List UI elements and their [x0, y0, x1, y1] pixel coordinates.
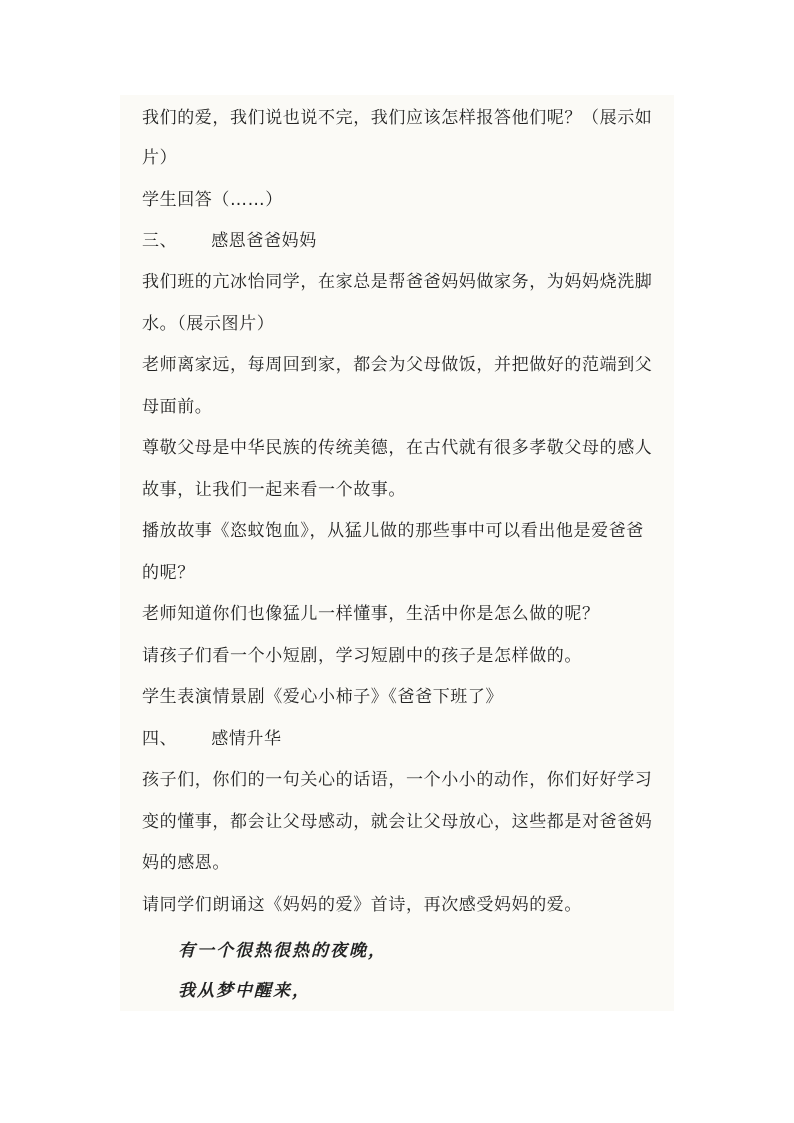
- text-line: 母面前。: [142, 397, 213, 417]
- poem-line: 有一个很热很热的夜晚，: [178, 941, 387, 961]
- text-line: 故事，让我们一起来看一个故事。: [142, 480, 406, 500]
- text-line: 片）: [142, 148, 178, 168]
- text-line: 请同学们朗诵这《妈妈的爱》首诗，再次感受妈妈的爱。: [142, 895, 582, 915]
- section-number: 四、: [142, 729, 178, 749]
- poem-line: 我从梦中醒来，: [178, 981, 311, 1001]
- text-line: 学生表演情景剧《爱心小柿子》《爸爸下班了》: [142, 687, 504, 707]
- text-line: 我们班的亢冰怡同学，在家总是帮爸爸妈妈做家务，为妈妈烧洗脚: [142, 272, 653, 292]
- section-title: 感情升华: [211, 729, 282, 749]
- text-line: 请孩子们看一个小短剧，学习短剧中的孩子是怎样做的。: [142, 646, 582, 666]
- text-line: 变的懂事，都会让父母感动，就会让父母放心，这些都是对爸爸妈: [142, 812, 653, 832]
- text-line: 水。（展示图片）: [142, 314, 275, 334]
- document-content: [120, 95, 674, 1011]
- text-line: 尊敬父母是中华民族的传统美德，在古代就有很多孝敬父母的感人: [142, 438, 653, 458]
- text-line: 老师离家远，每周回到家，都会为父母做饭，并把做好的范端到父: [142, 355, 653, 375]
- section-heading-3: [142, 230, 682, 252]
- text-line: 学生回答（……）: [142, 190, 283, 210]
- section-number: 三、: [142, 231, 178, 251]
- section-heading-4: [142, 728, 682, 750]
- text-line: 妈的感恩。: [142, 853, 230, 873]
- text-line: 孩子们，你们的一句关心的话语，一个小小的动作，你们好好学习: [142, 770, 653, 790]
- section-title: 感恩爸爸妈妈: [211, 231, 317, 251]
- text-line: 我们的爱，我们说也说不完，我们应该怎样报答他们呢？（展示如: [142, 108, 653, 128]
- text-line: 播放故事《恣蚊饱血》，从猛儿做的那些事中可以看出他是爱爸爸: [142, 521, 644, 541]
- text-line: 的呢？: [142, 563, 195, 583]
- text-line: 老师知道你们也像猛儿一样懂事，生活中你是怎么做的呢？: [142, 604, 600, 624]
